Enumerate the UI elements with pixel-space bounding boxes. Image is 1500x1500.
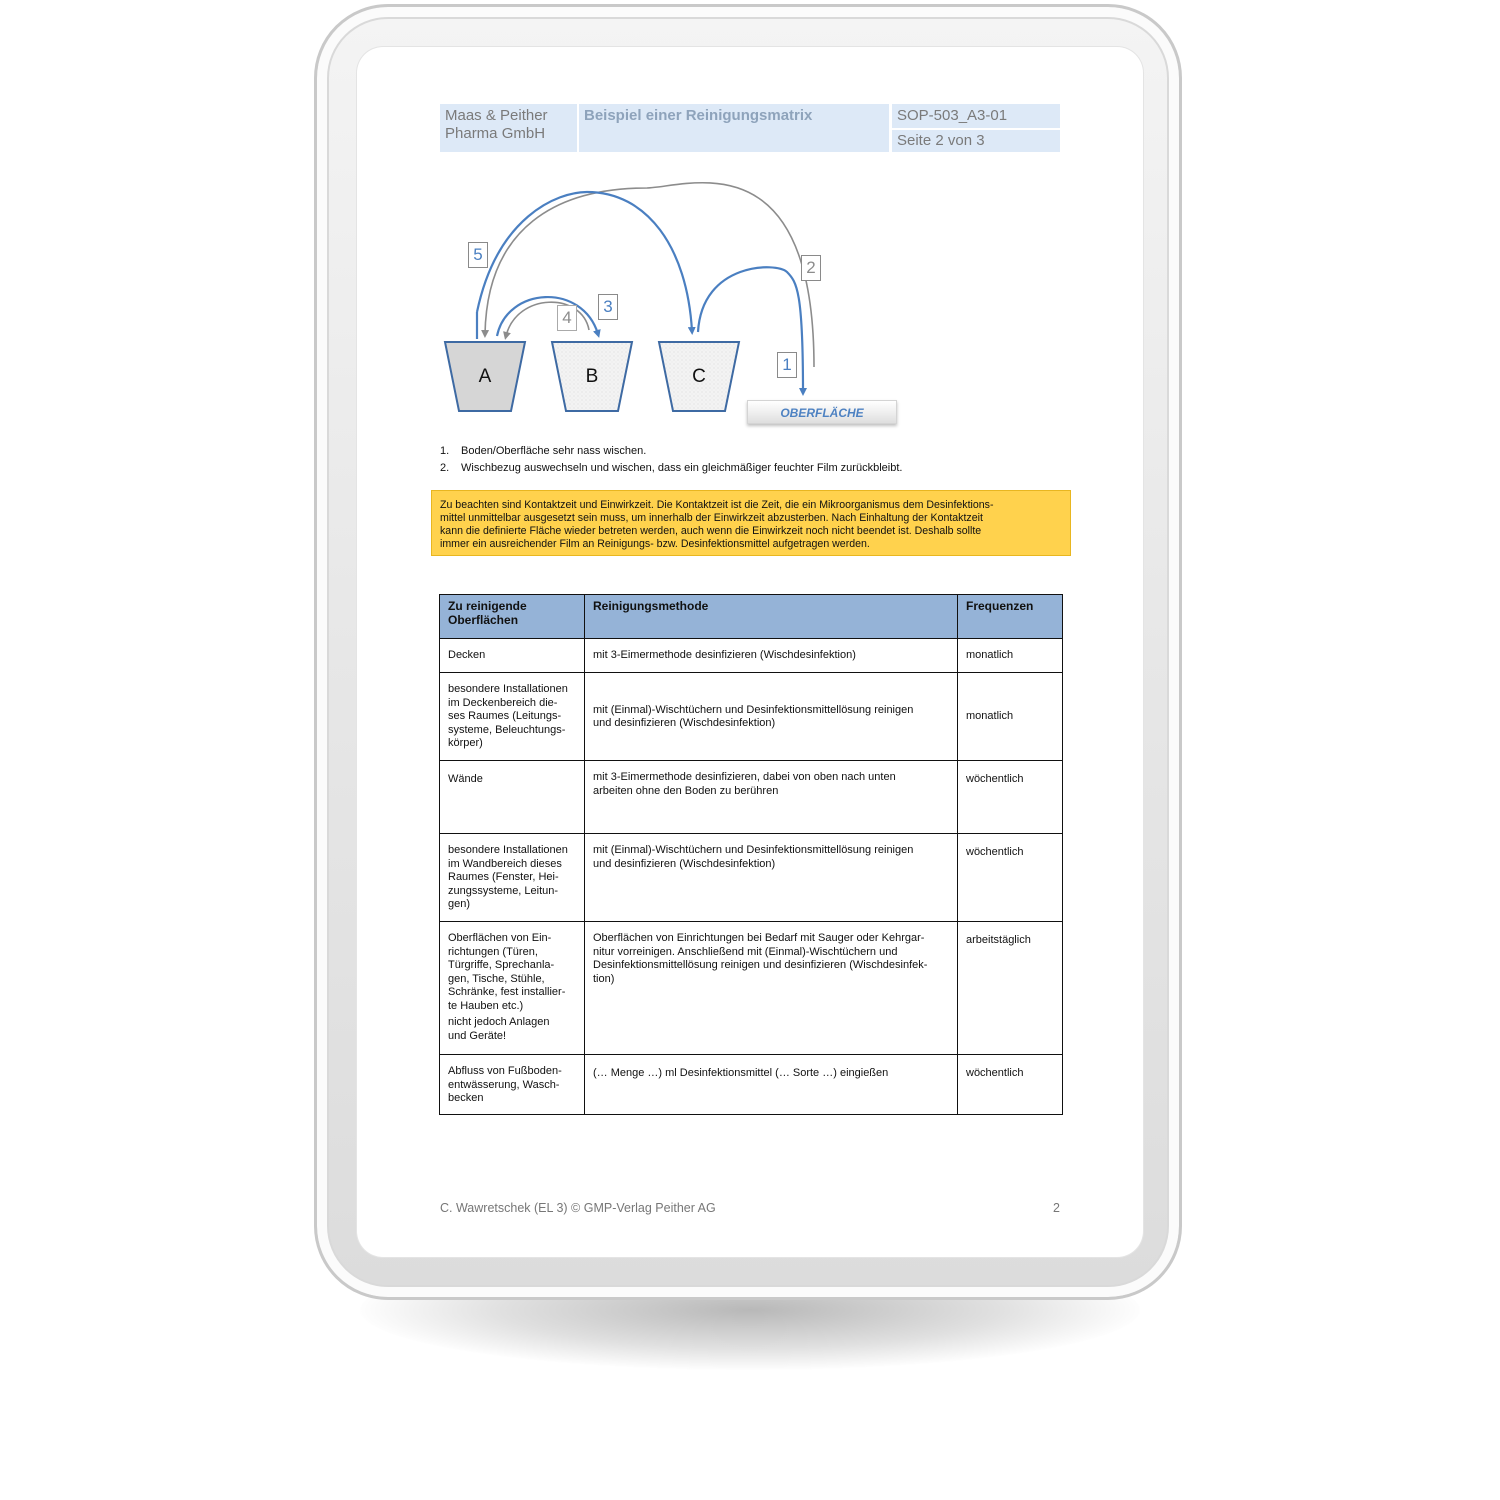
cell-method: Oberflächen von Einrichtungen bei Bedarf mit Sauger oder Kehrgar- nitur vorreinigen. Anschließend mit (Einmal)-Wischtüchern und Desinfektionsmittellösung reinigen und desinfizieren (Wischdesinfek- tion) xyxy=(585,922,958,1055)
note-line: mittel unmittelbar ausgesetzt sein muss, um innerhalb der Einwirkzeit abzusterben. Nach Einhaltung der Kontaktzeit xyxy=(440,512,983,524)
cell-frequency: monatlich xyxy=(958,639,1063,673)
step-number-3: 3 xyxy=(598,294,618,320)
step-number-2: 2 xyxy=(801,255,821,281)
table-row xyxy=(440,761,1063,834)
footer-page-number: 2 xyxy=(1053,1201,1060,1215)
surface-label: OBERFLÄCHE xyxy=(747,400,897,424)
document-id: SOP-503_A3-01 xyxy=(897,107,1008,124)
step-number-4: 4 xyxy=(557,305,577,331)
cell-method: mit 3-Eimermethode desinfizieren (Wischdesinfektion) xyxy=(585,639,958,673)
table-row xyxy=(440,673,1063,761)
cell-surface: Wände xyxy=(440,761,585,834)
list-item: 1. Boden/Oberfläche sehr nass wischen. xyxy=(440,445,647,457)
column-header-frequency: Frequenzen xyxy=(958,595,1063,639)
table-row xyxy=(440,1055,1063,1115)
cell-method: mit (Einmal)-Wischtüchern und Desinfektionsmittellösung reinigen und desinfizieren (Wischdesinfektion) xyxy=(585,834,958,922)
cell-frequency: wöchentlich xyxy=(958,1055,1063,1115)
cell-surface: besondere Installationen im Deckenbereich die- ses Raumes (Leitungs- systeme, Beleuchtungs- körper) xyxy=(440,673,585,761)
table-row xyxy=(440,834,1063,922)
cell-frequency: wöchentlich xyxy=(958,761,1063,834)
cell-method: mit 3-Eimermethode desinfizieren, dabei von oben nach unten arbeiten ohne den Boden zu berühren xyxy=(585,761,958,834)
cell-surface: Decken xyxy=(440,639,585,673)
step-number-5: 5 xyxy=(468,242,488,268)
cell-surface: Oberflächen von Ein- richtungen (Türen, Türgriffe, Sprechanla- gen, Tische, Stühle, Schränke, fest installier- te Hauben etc.) nicht jedoch Anlagen und Geräte! xyxy=(440,922,585,1055)
step-number-1: 1 xyxy=(777,352,797,378)
bucket-c-label: C xyxy=(692,366,706,387)
header-company-text: Maas & Peither Pharma GmbH xyxy=(445,107,548,142)
table-row xyxy=(440,922,1063,1055)
contact-time-note xyxy=(431,490,1071,556)
document-page xyxy=(357,47,1143,1257)
list-item: 2. Wischbezug auswechseln und wischen, dass ein gleichmäßiger feuchter Film zurückbleibt. xyxy=(440,462,903,474)
page-indicator: Seite 2 von 3 xyxy=(897,132,985,149)
cell-method: mit (Einmal)-Wischtüchern und Desinfektionsmittellösung reinigen und desinfizieren (Wischdesinfektion) xyxy=(585,673,958,761)
table-row xyxy=(440,639,1063,673)
instruction-list xyxy=(440,443,1080,477)
column-header-method: Reinigungsmethode xyxy=(585,595,958,639)
cell-frequency: arbeitstäglich xyxy=(958,922,1063,1055)
bucket-b-label: B xyxy=(585,366,599,387)
column-header-surfaces: Zu reinigende Oberflächen xyxy=(440,595,585,639)
cell-frequency: monatlich xyxy=(958,673,1063,761)
note-line: kann die definierte Fläche wieder betreten werden, auch wenn die Einwirkzeit noch nicht beendet ist. Deshalb sollte xyxy=(440,525,982,537)
footer-copyright: C. Wawretschek (EL 3) © GMP-Verlag Peither AG xyxy=(440,1201,716,1215)
cleaning-matrix-table xyxy=(439,594,1063,1115)
note-line: Zu beachten sind Kontaktzeit und Einwirkzeit. Die Kontaktzeit ist die Zeit, die ein Mikroorganismus dem Desinfektions- xyxy=(440,499,994,511)
bucket-a-label: A xyxy=(478,366,492,387)
cell-surface: Abfluss von Fußboden- entwässerung, Wasch- becken xyxy=(440,1055,585,1115)
cell-method: (… Menge …) ml Desinfektionsmittel (… Sorte …) eingießen xyxy=(585,1055,958,1115)
table-header-row xyxy=(440,595,1063,639)
cell-surface: besondere Installationen im Wandbereich dieses Raumes (Fenster, Hei- zungssysteme, Leitun- gen) xyxy=(440,834,585,922)
cell-frequency: wöchentlich xyxy=(958,834,1063,922)
note-line: immer ein ausreichender Film an Reinigungs- bzw. Desinfektionsmittel aufgetragen werden. xyxy=(440,538,870,550)
document-title: Beispiel einer Reinigungsmatrix xyxy=(584,107,813,124)
